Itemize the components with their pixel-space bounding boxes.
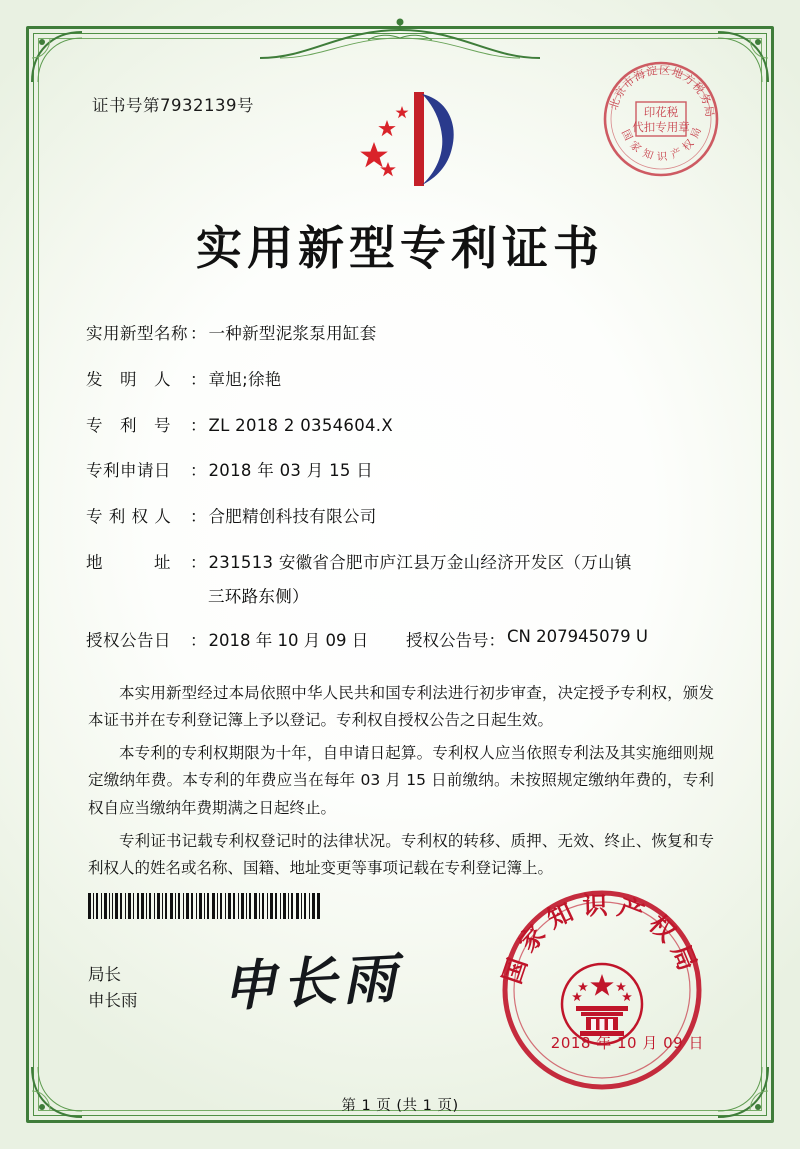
legal-paragraph-3: 专利证书记载专利权登记时的法律状况。专利权的转移、质押、无效、终止、恢复和专利权人的姓名或名称、国籍、地址变更等事项记载在专利登记簿上。 — [88, 831, 714, 877]
field-row-patent-number — [86, 414, 726, 439]
field-value-address: 231513 安徽省合肥市庐江县万金山经济开发区（万山镇 — [208, 552, 632, 572]
page-footer: 第 1 页 (共 1 页) — [341, 1098, 459, 1114]
field-row-address — [86, 551, 726, 576]
field-row-grant — [86, 627, 726, 651]
field-value-inventor: 章旭;徐艳 — [208, 369, 282, 389]
field-label: 实用新型名称 — [86, 324, 188, 343]
field-value-application-date: 2018 年 03 月 15 日 — [208, 461, 374, 481]
field-list — [86, 322, 726, 651]
field-row-patentee — [86, 505, 726, 530]
field-row-utility-model-name — [86, 322, 726, 347]
signature-name: 申长雨 — [88, 991, 138, 1011]
field-value-utility-model-name: 一种新型泥浆泵用缸套 — [208, 324, 377, 343]
field-label: 专 利 权 人 — [86, 507, 172, 526]
seal-date: 2018 年 10 月 09 日 — [550, 1034, 704, 1052]
certificate-number: 证书号第7932139号 — [92, 96, 254, 115]
signature-block — [88, 962, 138, 1015]
signature-role-label: 局长 — [88, 965, 121, 984]
field-colon: ： — [190, 552, 207, 572]
page-title: 实用新型专利证书 — [196, 221, 604, 275]
field-label: 发 明 人 — [86, 369, 171, 389]
svg-text:代扣专用章: 代扣专用章 — [632, 120, 690, 134]
grant-date-colon: ： — [190, 630, 207, 650]
field-value-address-line2: 三环路东侧） — [208, 586, 309, 606]
grant-date-group — [86, 627, 406, 651]
handwritten-signature: 申长雨 — [220, 945, 404, 1019]
field-label: 专利申请日 — [86, 461, 171, 481]
grant-date-label: 授权公告日 — [86, 630, 171, 650]
legal-paragraph-1: 本实用新型经过本局依照中华人民共和国专利法进行初步审查，决定授予专利权，颁发本证书并在专利登记簿上予以登记。专利权自授权公告之日起生效。 — [88, 684, 714, 730]
grant-date-value: 2018 年 10 月 09 日 — [208, 630, 369, 650]
field-label: 专 利 号 — [86, 415, 171, 435]
svg-text:国家知识产权局: 国家知识产权局 — [498, 890, 706, 988]
field-label: 地 址 — [86, 552, 171, 572]
field-colon: ： — [190, 415, 207, 435]
field-row-application-date — [86, 459, 726, 484]
field-colon: ： — [190, 461, 207, 481]
svg-text:北京市海淀区地方税务局: 北京市海淀区地方税务局 — [606, 63, 717, 119]
field-colon: ： — [190, 324, 207, 343]
cnipa-logo — [352, 86, 464, 191]
field-row-inventor — [86, 368, 726, 393]
field-value-patent-number: ZL 2018 2 0354604.X — [208, 415, 393, 435]
svg-text:国 家 知 识 产 权 局: 国 家 知 识 产 权 局 — [618, 125, 705, 164]
cnipa-official-seal — [498, 886, 706, 1094]
grant-publication-colon: ： — [488, 630, 505, 650]
legal-text — [88, 680, 714, 888]
legal-paragraph-2: 本专利的专利权期限为十年，自申请日起算。专利权人应当依照专利法及其实施细则规定缴纳年费。本专利的年费应当在每年 03 月 15 日前缴纳。未按照规定缴纳年费的，专利权自应当缴纳年费期满之日起终止。 — [88, 744, 714, 817]
field-value-patentee: 合肥精创科技有限公司 — [208, 507, 377, 526]
field-colon: ： — [190, 507, 207, 526]
patent-barcode — [88, 893, 320, 919]
grant-publication-value: CN 207945079 U — [507, 626, 648, 646]
grant-publication-number-group — [406, 627, 648, 651]
svg-text:印花税: 印花税 — [643, 105, 679, 119]
field-colon: ： — [190, 369, 207, 389]
grant-publication-label: 授权公告号 — [406, 630, 489, 650]
beijing-tax-stamp — [600, 58, 722, 180]
